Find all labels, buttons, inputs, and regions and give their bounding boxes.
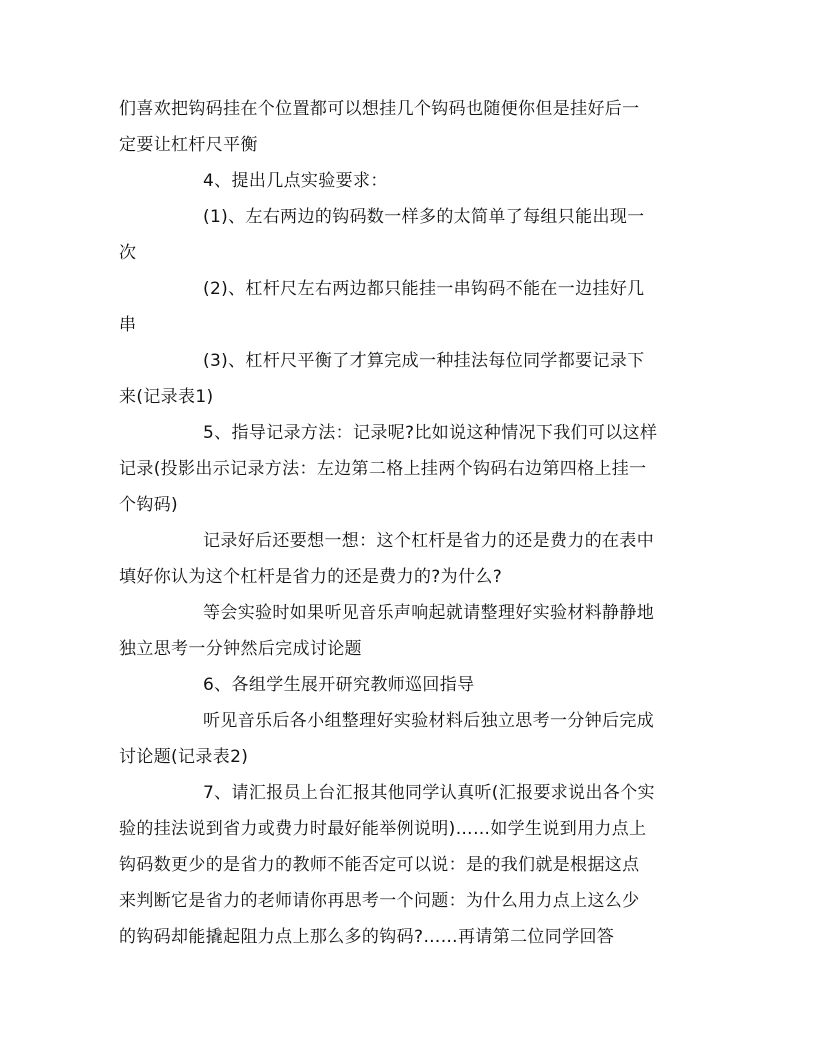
list-item: (2)、杠杆尺左右两边都只能挂一串钩码不能在一边挂好几 bbox=[203, 279, 645, 299]
paragraph-line: 听见音乐后各小组整理好实验材料后独立思考一分钟后完成 bbox=[203, 711, 655, 731]
list-item: (1)、左右两边的钩码数一样多的太简单了每组只能出现一 bbox=[203, 207, 645, 227]
text-line: 钩码数更少的是省力的教师不能否定可以说：是的我们就是根据这点 bbox=[119, 855, 640, 875]
text-line: 来判断它是省力的老师请你再思考一个问题：为什么用力点上这么少 bbox=[119, 891, 640, 911]
text-line: 来(记录表1) bbox=[119, 387, 214, 407]
text-line: 次 bbox=[119, 243, 137, 263]
section-heading: 7、请汇报员上台汇报其他同学认真听(汇报要求说出各个实 bbox=[203, 783, 655, 803]
paragraph-line: 等会实验时如果听见音乐声响起就请整理好实验材料静静地 bbox=[203, 603, 655, 623]
list-item: (3)、杠杆尺平衡了才算完成一种挂法每位同学都要记录下 bbox=[203, 351, 645, 371]
text-line: 填好你认为这个杠杆是省力的还是费力的?为什么? bbox=[119, 567, 503, 587]
text-line: 串 bbox=[119, 315, 137, 335]
text-line: 们喜欢把钩码挂在个位置都可以想挂几个钩码也随便你但是挂好后一 bbox=[119, 99, 640, 119]
text-line: 个钩码) bbox=[119, 495, 179, 515]
text-line: 独立思考一分钟然后完成讨论题 bbox=[119, 639, 362, 659]
section-heading: 4、提出几点实验要求： bbox=[203, 171, 388, 191]
text-line: 记录(投影出示记录方法：左边第二格上挂两个钩码右边第四格上挂一 bbox=[119, 459, 647, 479]
section-heading: 5、指导记录方法：记录呢?比如说这种情况下我们可以这样 bbox=[203, 423, 658, 443]
section-heading: 6、各组学生展开研究教师巡回指导 bbox=[203, 675, 475, 695]
text-line: 讨论题(记录表2) bbox=[119, 747, 249, 767]
paragraph-line: 记录好后还要想一想：这个杠杆是省力的还是费力的在表中 bbox=[203, 531, 655, 551]
text-line: 的钩码却能撬起阻力点上那么多的钩码?……再请第二位同学回答 bbox=[119, 927, 615, 947]
text-line: 定要让杠杆尺平衡 bbox=[119, 135, 258, 155]
text-line: 验的挂法说到省力或费力时最好能举例说明)……如学生说到用力点上 bbox=[119, 819, 647, 839]
